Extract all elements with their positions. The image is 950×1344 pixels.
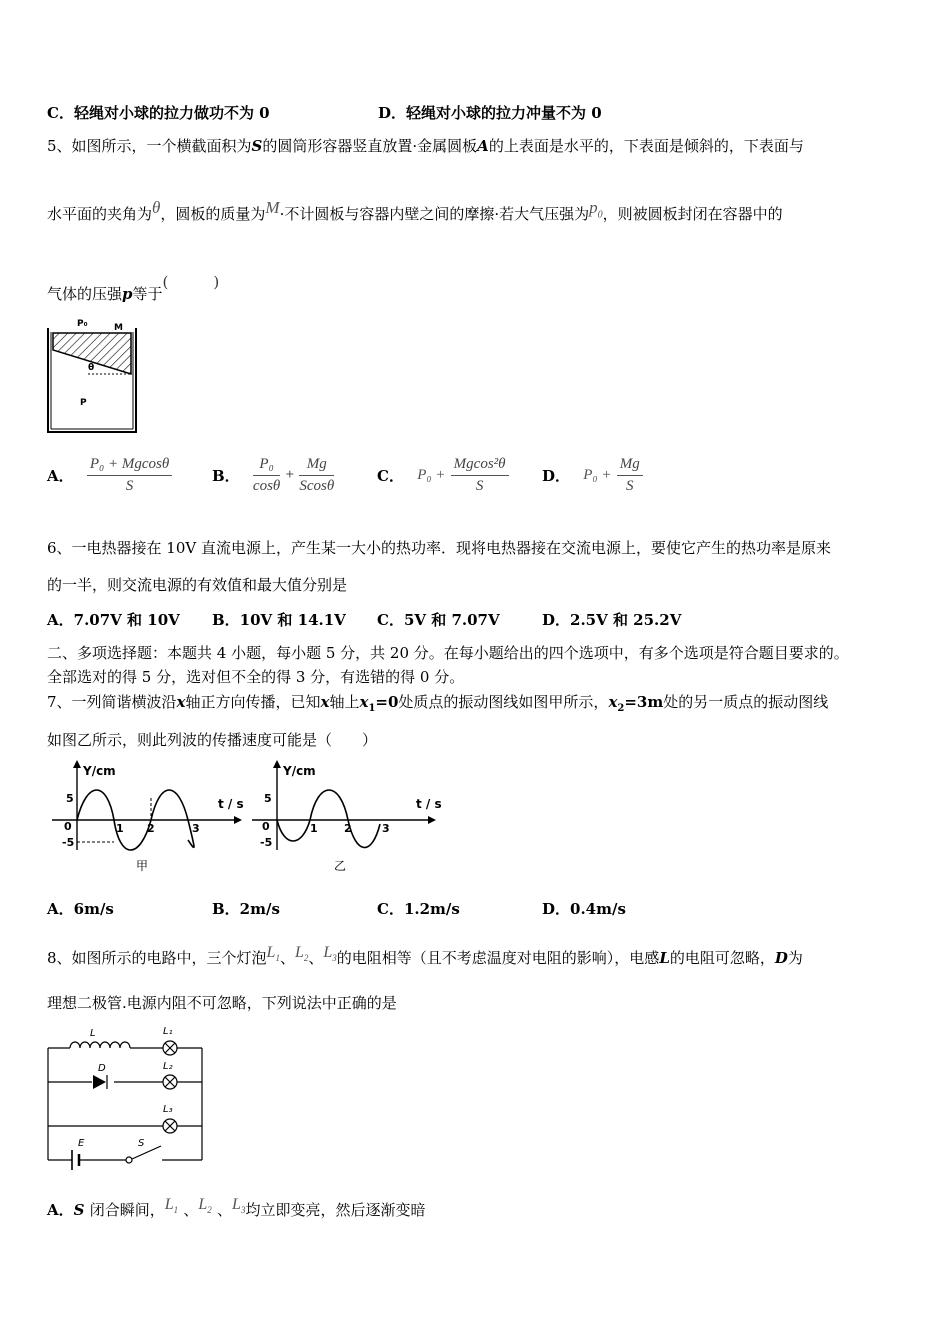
- q5-option-b[interactable]: B． $\frac{\text{P₀}}{\cos\theta}$ + $\frac{Mg}{Scos\theta}$: [212, 456, 335, 494]
- q5-option-a[interactable]: A． $\frac{\text{P₀ + Mgcosθ}}{S}$: [47, 456, 172, 495]
- q5-cylinder-figure: [44, 314, 140, 436]
- q6-option-d[interactable]: D．2.5V 和 25.2V: [542, 611, 682, 629]
- section2-heading-line2: 全部选对的得 5 分，选对但不全的得 3 分，有选错的得 0 分。: [47, 668, 465, 686]
- graph-a-t1: 1: [116, 822, 124, 835]
- q5-stem-line2: 水平面的夹角为θ，圆板的质量为M·不计圆板与容器内壁之间的摩擦·若大气压强为$p_0$，则被圆板封闭在容器中的: [47, 198, 783, 223]
- q4-option-d[interactable]: D．轻绳对小球的拉力冲量不为 0: [378, 104, 602, 122]
- graph-b-y5: 5: [264, 792, 272, 805]
- graph-a-xlabel: t / s: [218, 797, 244, 811]
- graph-a-ym5: -5: [62, 836, 75, 849]
- circuit-l1-label: L₁: [163, 1026, 173, 1037]
- q7-option-d[interactable]: D．0.4m/s: [542, 900, 626, 918]
- q8-option-a[interactable]: A．S 闭合瞬间，$L_1$ 、$L_2$ 、$L_3$均立即变亮，然后逐渐变暗: [47, 1196, 426, 1219]
- q8-circuit-diagram: [42, 1020, 212, 1170]
- graph-b-caption: 乙: [334, 859, 347, 873]
- graph-a-caption: 甲: [136, 859, 149, 873]
- fig-m-label: M: [114, 323, 123, 333]
- q4-option-c[interactable]: C．轻绳对小球的拉力做功不为 0: [47, 104, 270, 122]
- graph-b-t1: 1: [310, 822, 318, 835]
- graph-b-zero: 0: [262, 820, 270, 833]
- q6-option-c[interactable]: C．5V 和 7.07V: [377, 611, 500, 629]
- q5-option-c[interactable]: C． P₀ + $\frac{\text{Mgcos²θ}}{S}$: [377, 456, 509, 495]
- q6-stem-line2: 的一半，则交流电源的有效值和最大值分别是: [47, 576, 348, 594]
- q6-stem-line1: 6、一电热器接在 10V 直流电源上，产生某一大小的热功率．现将电热器接在交流电源上，要使它产生的热功率是原来: [47, 539, 832, 557]
- graph-a-ylabel: Y/cm: [83, 764, 116, 778]
- q7-graph-b: [248, 758, 448, 878]
- q6-option-a[interactable]: A．7.07V 和 10V: [47, 611, 180, 629]
- fig-theta-label: θ: [88, 363, 95, 373]
- graph-b-ym5: -5: [260, 836, 273, 849]
- graph-b-ylabel: Y/cm: [283, 764, 316, 778]
- graph-a-t2: 2: [147, 822, 155, 835]
- q5-stem-line1: 5、如图所示，一个横截面积为S的圆筒形容器竖直放置·金属圆板A的上表面是水平的，下表面是倾斜的，下表面与: [47, 137, 804, 155]
- circuit-l2-label: L₂: [163, 1061, 173, 1072]
- fig-p-label: P: [80, 398, 87, 408]
- circuit-l3-label: L₃: [163, 1104, 173, 1115]
- graph-a-zero: 0: [64, 820, 72, 833]
- circuit-s-label: S: [138, 1138, 145, 1149]
- q7-option-a[interactable]: A．6m/s: [47, 900, 114, 918]
- circuit-e-label: E: [78, 1138, 85, 1149]
- fig-p0-label: P₀: [77, 319, 88, 329]
- q7-graph-a: [48, 758, 248, 878]
- q8-stem-line2: 理想二极管.电源内阻不可忽略，下列说法中正确的是: [47, 994, 397, 1012]
- graph-a-y5: 5: [66, 792, 74, 805]
- graph-b-xlabel: t / s: [416, 797, 442, 811]
- graph-b-t2: 2: [344, 822, 352, 835]
- graph-a-t3: 3: [192, 822, 200, 835]
- q5-option-d[interactable]: D． P₀ + $\frac{Mg}{S}$: [542, 456, 643, 495]
- section2-heading-line1: 二、多项选择题：本题共 4 小题，每小题 5 分，共 20 分。在每小题给出的四个选项中，有多个选项是符合题目要求的。: [47, 644, 849, 662]
- diode-symbol: [93, 1075, 106, 1089]
- q7-option-b[interactable]: B．2m/s: [212, 900, 280, 918]
- q6-option-b[interactable]: B．10V 和 14.1V: [212, 611, 346, 629]
- q5-stem-line3: 气体的压强p等于( ): [47, 273, 220, 303]
- circuit-l-label: L: [90, 1028, 96, 1039]
- circuit-d-label: D: [98, 1063, 106, 1074]
- q8-stem-line1: 8、如图所示的电路中，三个灯泡$L_1$、$L_2$、$L_3$的电阻相等（且不考虑温度对电阻的影响），电感L的电阻可忽略，D为: [47, 944, 803, 967]
- q7-option-c[interactable]: C．1.2m/s: [377, 900, 460, 918]
- graph-b-t3: 3: [382, 822, 390, 835]
- q7-stem-line2: 如图乙所示，则此列波的传播速度可能是（ ）: [47, 731, 378, 749]
- q7-stem-line1: 7、一列简谐横波沿x轴正方向传播，已知x轴上$x_1=0$处质点的振动图线如图甲所示，$x_2=3m$处的另一质点的振动图线: [47, 693, 829, 714]
